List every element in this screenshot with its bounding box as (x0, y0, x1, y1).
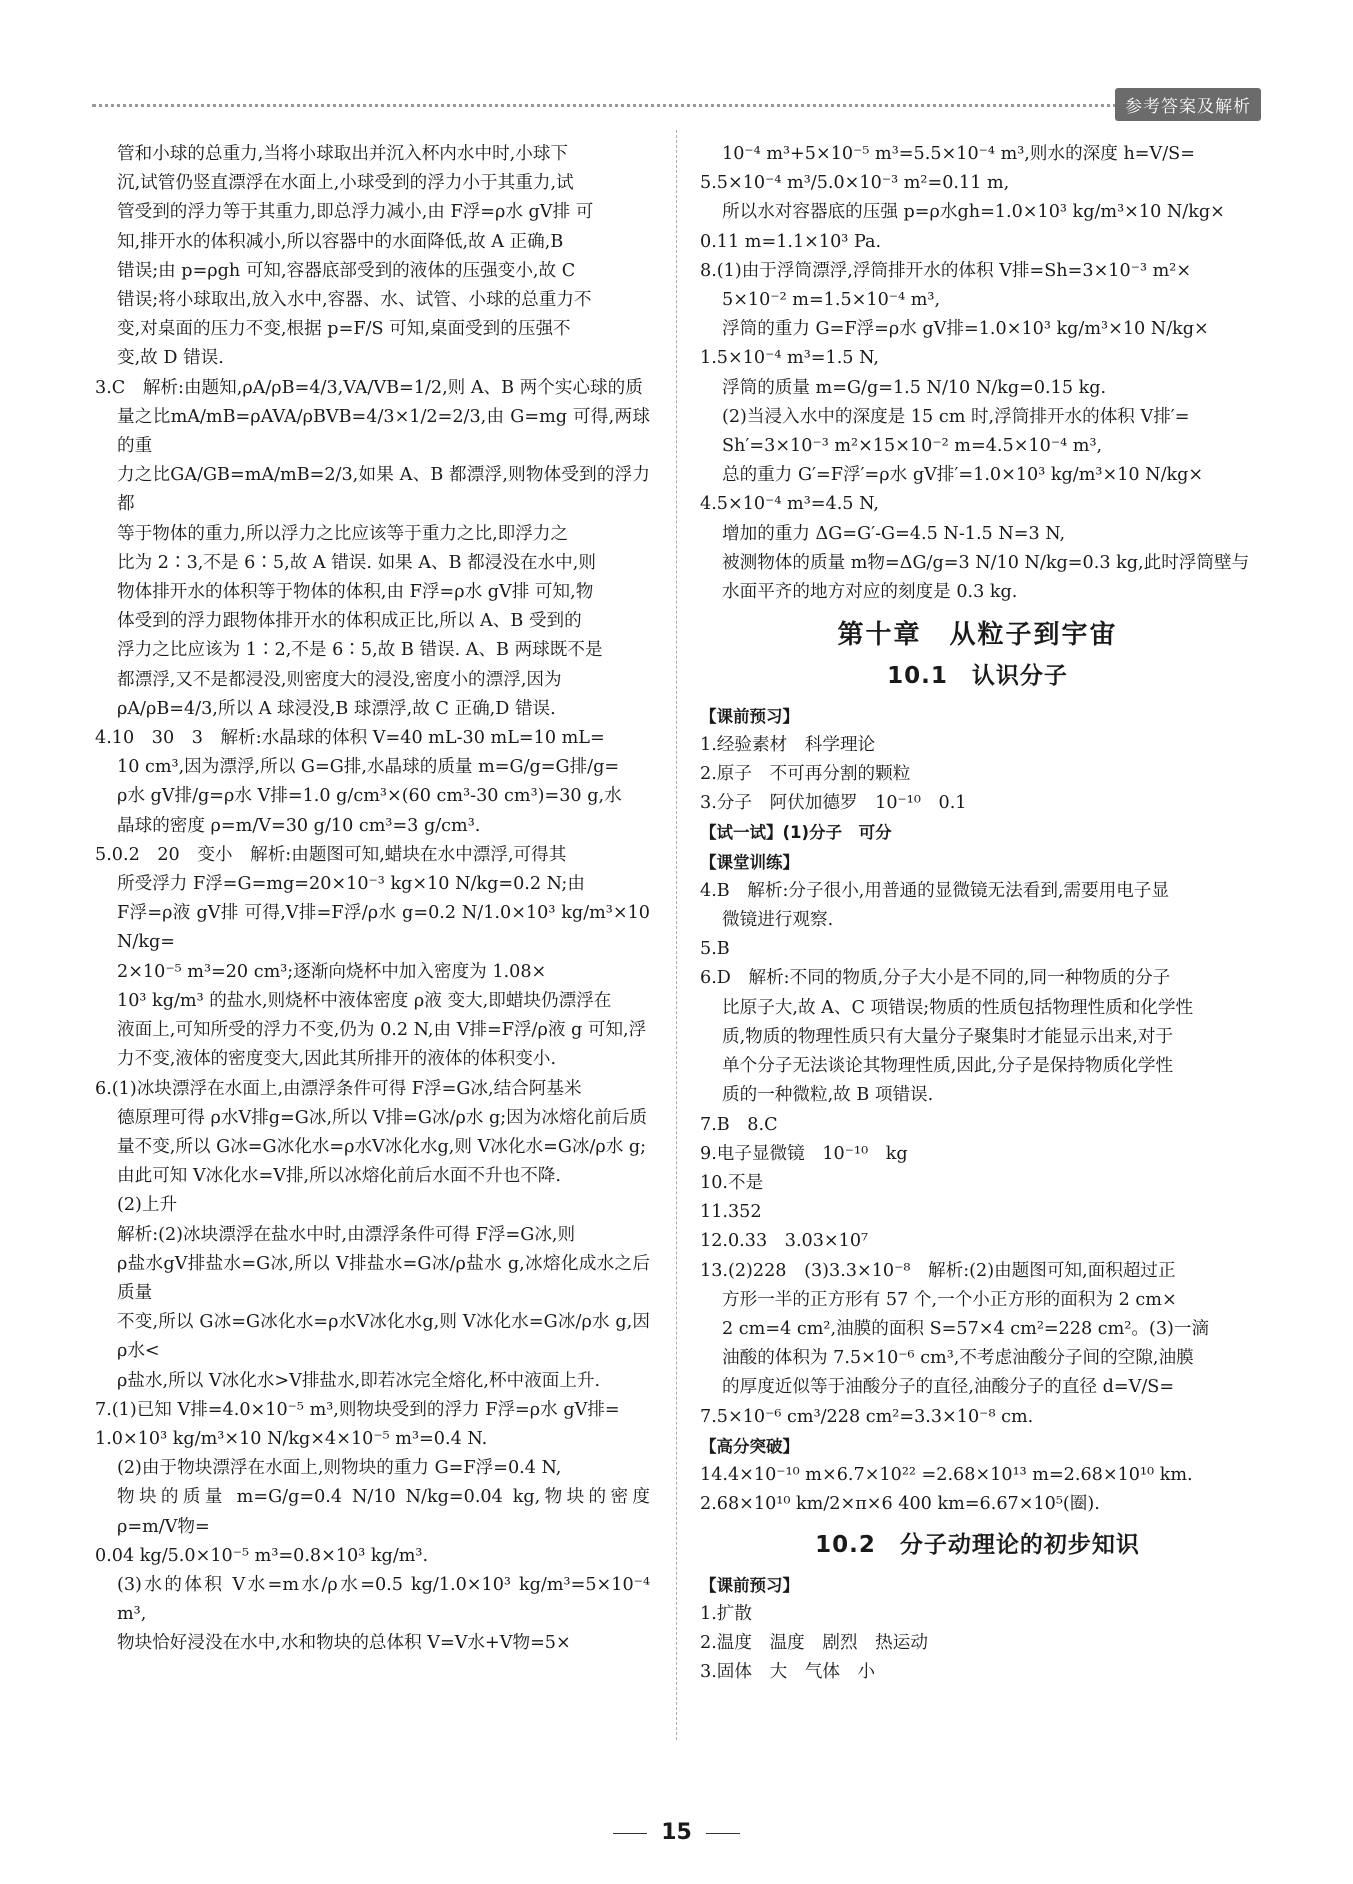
text-line: 13.(2)228 (3)3.3×10⁻⁸ 解析:(2)由题图可知,面积超过正 (700, 1260, 1176, 1281)
text-line: 所受浮力 F浮=G=mg=20×10⁻³ kg×10 N/kg=0.2 N;由 (117, 874, 585, 895)
text-line: 2×10⁻⁵ m³=20 cm³;逐渐向烧杯中加入密度为 1.08× (117, 961, 547, 982)
text-line: 3.固体 大 气体 小 (700, 1662, 876, 1683)
text-line: 9.电子显微镜 10⁻¹⁰ kg (700, 1143, 908, 1164)
text-line: 方形一半的正方形有 57 个,一个小正方形的面积为 2 cm× (722, 1289, 1177, 1310)
text-line: 物块的质量 m=G/g=0.4 N/10 N/kg=0.04 kg,物块的密度 ρ=m/V物= (117, 1487, 650, 1537)
chapter-title: 第十章 从粒子到宇宙 (837, 620, 1118, 651)
text-line: 浮筒的质量 m=G/g=1.5 N/10 N/kg=0.15 kg. (722, 377, 1107, 398)
text-line: 变,对桌面的压力不变,根据 p=F/S 可知,桌面受到的压强不 (117, 319, 571, 340)
text-line: (2)当浸入水中的深度是 15 cm 时,浮筒排开水的体积 V排′= (722, 406, 1190, 427)
section-10-1-body (700, 702, 1255, 1520)
text-line: 7.(1)已知 V排=4.0×10⁻⁵ m³,则物块受到的浮力 F浮=ρ水 gV排= (95, 1399, 620, 1420)
text-line: 10⁻⁴ m³+5×10⁻⁵ m³=5.5×10⁻⁴ m³,则水的深度 h=V/S= (722, 144, 1195, 164)
text-line: 【试一试】(1)分子 可分 (700, 823, 892, 843)
text-line: 错误;由 p=ρgh 可知,容器底部受到的液体的压强变小,故 C (117, 260, 576, 281)
left-column (95, 140, 650, 1659)
text-line: 【高分突破】 (700, 1436, 799, 1456)
text-line: 物块恰好浸没在水中,水和物块的总体积 V=V水+V物=5× (117, 1633, 571, 1654)
text-line: 都漂浮,又不是都浸没,则密度大的浸没,密度小的漂浮,因为 (117, 669, 562, 690)
text-line: 4.10 30 3 解析:水晶球的体积 V=40 mL-30 mL=10 mL= (95, 728, 605, 749)
text-line: 【课堂训练】 (700, 852, 799, 872)
text-line: 【课前预习】 (700, 706, 799, 726)
text-line: 5.0.2 20 变小 解析:由题图可知,蜡块在水中漂浮,可得其 (95, 844, 567, 865)
text-line: 力不变,液体的密度变大,因此其所排开的液体的体积变小. (117, 1049, 557, 1070)
text-line: 增加的重力 ΔG=G′-G=4.5 N-1.5 N=3 N, (722, 523, 1066, 544)
text-line: 单个分子无法谈论其物理性质,因此,分子是保持物质化学性 (722, 1056, 1174, 1077)
text-line: 比为 2∶3,不是 6∶5,故 A 错误. 如果 A、B 都浸没在水中,则 (117, 552, 596, 573)
text-line: 总的重力 G′=F浮′=ρ水 gV排′=1.0×10³ kg/m³×10 N/kg× (722, 465, 1204, 486)
header-dotted-rule (92, 104, 1232, 115)
text-line: 10.不是 (700, 1172, 764, 1193)
right-top-block (700, 140, 1255, 607)
text-line: 的厚度近似等于油酸分子的直径,油酸分子的直径 d=V/S= (722, 1377, 1175, 1398)
text-line: 1.5×10⁻⁴ m³=1.5 N, (700, 348, 879, 369)
text-line: 3.分子 阿伏加德罗 10⁻¹⁰ 0.1 (700, 793, 967, 814)
page-number-dash-left (613, 1833, 647, 1834)
text-line: 力之比GA/GB=mA/mB=2/3,如果 A、B 都漂浮,则物体受到的浮力都 (117, 465, 650, 515)
text-line: 沉,试管仍竖直漂浮在水面上,小球受到的浮力小于其重力,试 (117, 173, 574, 194)
text-line: 知,排开水的体积减小,所以容器中的水面降低,故 A 正确,B (117, 231, 564, 252)
text-line: 解析:(2)冰块漂浮在盐水中时,由漂浮条件可得 F浮=G冰,则 (117, 1224, 576, 1245)
text-line: 错误;将小球取出,放入水中,容器、水、试管、小球的总重力不 (117, 290, 592, 311)
text-line: F浮=ρ液 gV排 可得,V排=F浮/ρ水 g=0.2 N/1.0×10³ kg/m³×10 N/kg= (117, 903, 650, 953)
text-line: 7.5×10⁻⁶ cm³/228 cm²=3.3×10⁻⁸ cm. (700, 1406, 1034, 1427)
section-title-10-2: 10.2 分子动理论的初步知识 (815, 1532, 1140, 1559)
text-line: 4.5×10⁻⁴ m³=4.5 N, (700, 494, 879, 515)
text-line: 7.B 8.C (700, 1114, 778, 1135)
text-line: 管和小球的总重力,当将小球取出并沉入杯内水中时,小球下 (117, 144, 569, 164)
text-line: 变,故 D 错误. (117, 348, 224, 369)
text-line: 油酸的体积为 7.5×10⁻⁶ cm³,不考虑油酸分子间的空隙,油膜 (722, 1348, 1194, 1369)
text-line: 【课前预习】 (700, 1575, 799, 1595)
text-line: (2)上升 (117, 1195, 178, 1216)
text-line: (3)水的体积 V水=m水/ρ水=0.5 kg/1.0×10³ kg/m³=5×10⁻⁴ m³, (117, 1574, 650, 1625)
text-line: 14.4×10⁻¹⁰ m×6.7×10²² =2.68×10¹³ m=2.68×10¹⁰ km. (700, 1464, 1193, 1485)
text-line: 量之比mA/mB=ρAVA/ρBVB=4/3×1/2=2/3,由 G=mg 可得,两球的重 (117, 406, 650, 457)
text-line: 量不变,所以 G冰=G冰化水=ρ水V冰化水g,则 V冰化水=G冰/ρ水 g; (117, 1136, 647, 1157)
text-line: ρ盐水gV排盐水=G冰,所以 V排盐水=G冰/ρ盐水 g,冰熔化成水之后质量 (117, 1253, 650, 1303)
text-line: (2)由于物块漂浮在水面上,则物块的重力 G=F浮=0.4 N, (117, 1458, 562, 1479)
text-line: 2.68×10¹⁰ km/2×π×6 400 km=6.67×10⁵(圈). (700, 1494, 1100, 1515)
text-line: ρ盐水,所以 V冰化水>V排盐水,即若冰完全熔化,杯中液面上升. (117, 1370, 601, 1391)
text-line: 6.(1)冰块漂浮在水面上,由漂浮条件可得 F浮=G冰,结合阿基米 (95, 1078, 582, 1099)
text-line: 比原子大,故 A、C 项错误;物质的性质包括物理性质和化学性 (722, 997, 1194, 1018)
text-line: 体受到的浮力跟物体排开水的体积成正比,所以 A、B 受到的 (117, 611, 582, 632)
text-line: 等于物体的重力,所以浮力之比应该等于重力之比,即浮力之 (117, 523, 569, 544)
page-number-text: 15 (661, 1820, 692, 1845)
text-line: ρ水 gV排/g=ρ水 V排=1.0 g/cm³×(60 cm³-30 cm³)=30 g,水 (117, 786, 622, 807)
text-line: 3.C 解析:由题知,ρA/ρB=4/3,VA/VB=1/2,则 A、B 两个实心球的质 (95, 377, 643, 398)
text-line: 微镜进行观察. (722, 910, 834, 931)
text-line: 2 cm=4 cm²,油膜的面积 S=57×4 cm²=228 cm²。(3)一滴 (722, 1318, 1210, 1339)
page-number-dash-right (706, 1833, 740, 1834)
text-line: 质的一种微粒,故 B 项错误. (722, 1085, 934, 1106)
text-line: 2.温度 温度 剧烈 热运动 (700, 1632, 928, 1653)
text-line: 由此可知 V冰化水=V排,所以冰熔化前后水面不升也不降. (117, 1166, 561, 1187)
text-line: 10³ kg/m³ 的盐水,则烧杯中液体密度 ρ液 变大,即蜡块仍漂浮在 (117, 990, 612, 1011)
text-line: 2.原子 不可再分割的颗粒 (700, 764, 911, 785)
text-line: 5.B (700, 939, 730, 960)
text-line: 8.(1)由于浮筒漂浮,浮筒排开水的体积 V排=Sh=3×10⁻³ m²× (700, 260, 1192, 281)
text-line: 5.5×10⁻⁴ m³/5.0×10⁻³ m²=0.11 m, (700, 173, 1010, 194)
right-column (700, 140, 1255, 1687)
text-line: 1.经验素材 科学理论 (700, 734, 876, 755)
text-line: 4.B 解析:分子很小,用普通的显微镜无法看到,需要用电子显 (700, 880, 1170, 901)
text-line: 0.04 kg/5.0×10⁻⁵ m³=0.8×10³ kg/m³. (95, 1545, 429, 1566)
section-10-2-body (700, 1571, 1255, 1688)
text-line: 1.0×10³ kg/m³×10 N/kg×4×10⁻⁵ m³=0.4 N. (95, 1428, 488, 1449)
text-line: 晶球的密度 ρ=m/V=30 g/10 cm³=3 g/cm³. (117, 815, 481, 836)
text-line: 德原理可得 ρ水V排g=G冰,所以 V排=G冰/ρ水 g;因为冰熔化前后质 (117, 1107, 647, 1128)
text-line: 10 cm³,因为漂浮,所以 G=G排,水晶球的质量 m=G/g=G排/g= (117, 757, 620, 778)
text-line: 管受到的浮力等于其重力,即总浮力减小,由 F浮=ρ水 gV排 可 (117, 202, 594, 223)
text-line: 液面上,可知所受的浮力不变,仍为 0.2 N,由 V排=F浮/ρ液 g 可知,浮 (117, 1020, 647, 1041)
text-line: 浮力之比应该为 1∶2,不是 6∶5,故 B 错误. A、B 两球既不是 (117, 640, 603, 661)
column-divider (676, 130, 677, 1740)
page-number (0, 1820, 1353, 1845)
text-line: 5×10⁻² m=1.5×10⁻⁴ m³, (722, 290, 941, 311)
text-line: 所以水对容器底的压强 p=ρ水gh=1.0×10³ kg/m³×10 N/kg× (722, 202, 1225, 223)
text-line: 被测物体的质量 m物=ΔG/g=3 N/10 N/kg=0.3 kg,此时浮筒壁与 (722, 552, 1250, 573)
text-line: Sh′=3×10⁻³ m²×15×10⁻² m=4.5×10⁻⁴ m³, (722, 436, 1103, 457)
header-badge: 参考答案及解析 (1115, 88, 1261, 121)
text-line: 12.0.33 3.03×10⁷ (700, 1231, 869, 1252)
text-line: 浮筒的重力 G=F浮=ρ水 gV排=1.0×10³ kg/m³×10 N/kg× (722, 319, 1209, 340)
text-line: 0.11 m=1.1×10³ Pa. (700, 231, 882, 252)
text-line: 水面平齐的地方对应的刻度是 0.3 kg. (722, 582, 1018, 603)
text-line: 不变,所以 G冰=G冰化水=ρ水V冰化水g,则 V冰化水=G冰/ρ水 g,因 ρ水< (117, 1312, 650, 1362)
text-line: 1.扩散 (700, 1603, 752, 1624)
text-line: 11.352 (700, 1202, 762, 1223)
section-title-10-1: 10.1 认识分子 (887, 663, 1068, 690)
text-line: ρA/ρB=4/3,所以 A 球浸没,B 球漂浮,故 C 正确,D 错误. (117, 698, 556, 719)
text-line: 6.D 解析:不同的物质,分子大小是不同的,同一种物质的分子 (700, 968, 1171, 989)
text-line: 质,物质的物理性质只有大量分子聚集时才能显示出来,对于 (722, 1026, 1174, 1047)
text-line: 物体排开水的体积等于物体的体积,由 F浮=ρ水 gV排 可知,物 (117, 582, 594, 603)
